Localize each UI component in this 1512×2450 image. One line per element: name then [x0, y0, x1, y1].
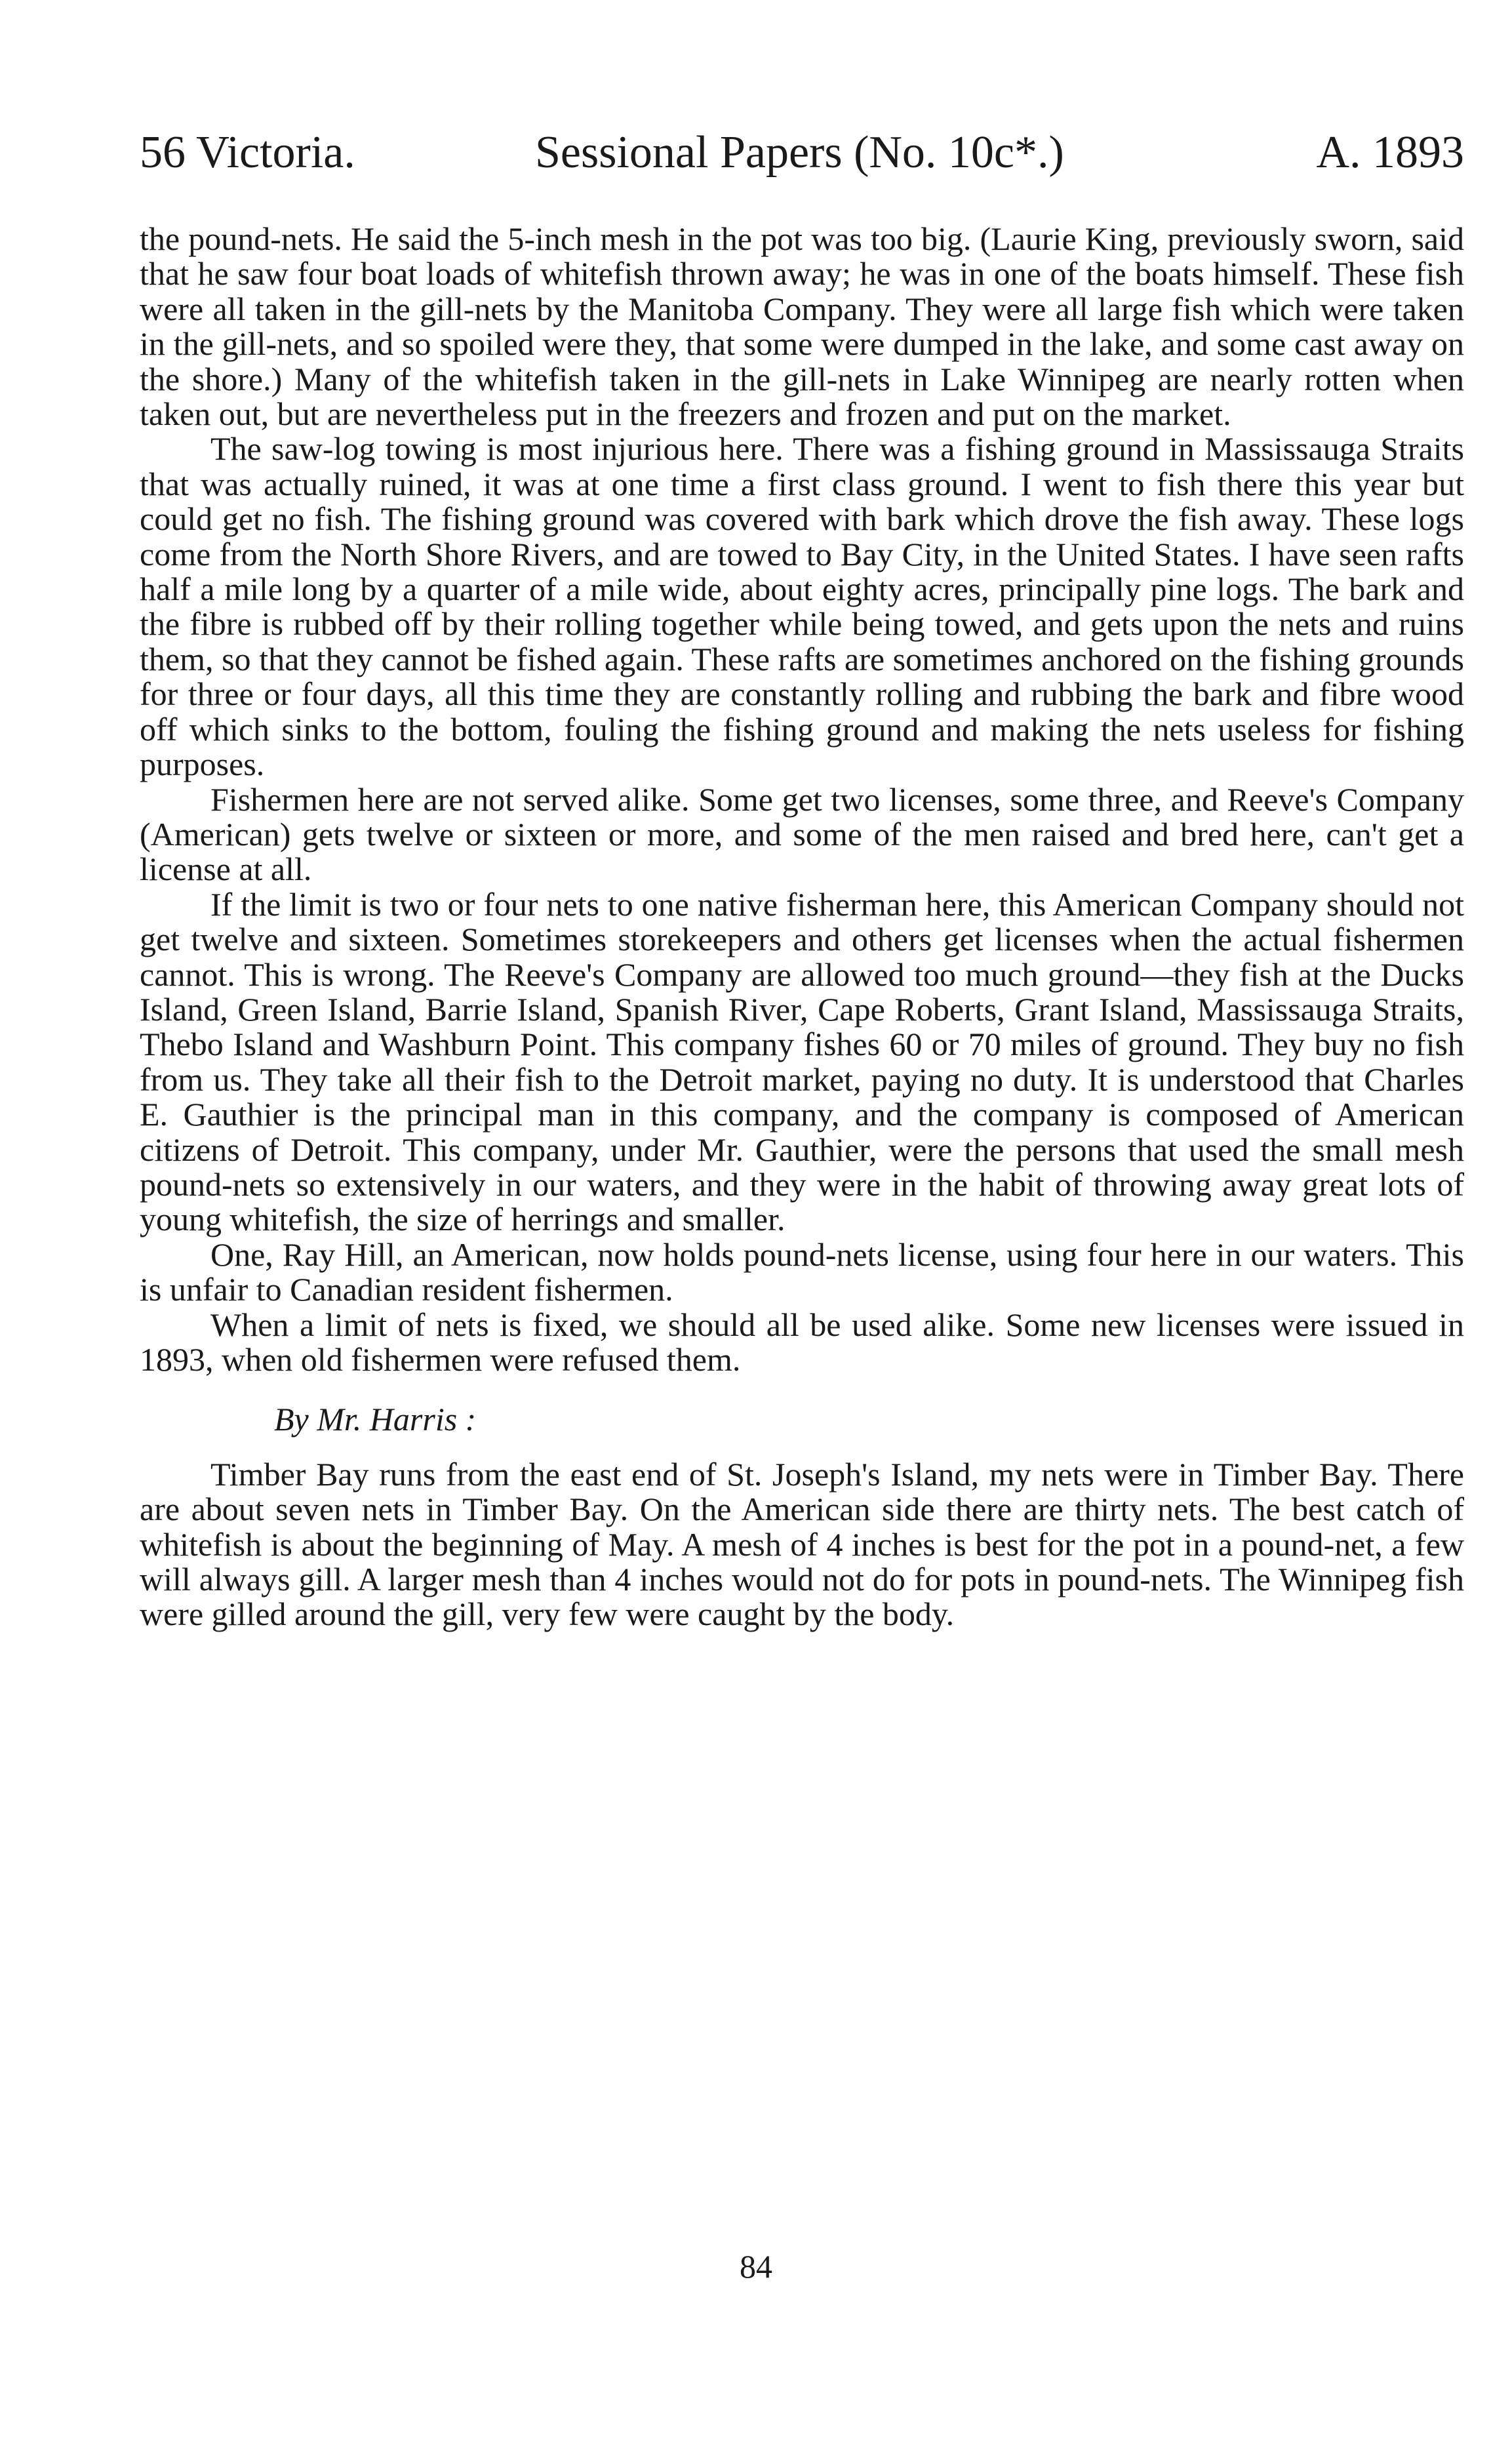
header-session: 56 Victoria. [140, 127, 355, 178]
body-text [140, 222, 1464, 1632]
header-title: Sessional Papers (No. 10c*.) [535, 127, 1064, 178]
paragraph-net-limit: If the limit is two or four nets to one native fisherman here, this American Company should not get twelve and sixteen. Sometimes storekeepers and others get licenses when the actual fishermen cannot. This is wrong. The Reeve's Company are allowed too much ground—they fish at the Ducks Island, Green Island, Barrie Island, Spanish River, Cape Roberts, Grant Island, Massissauga Straits, Thebo Island and Washburn Point. This company fishes 60 or 70 miles of ground. They buy no fish from us. They take all their fish to the Detroit market, paying no duty. It is understood that Charles E. Gauthier is the principal man in this company, and the company is composed of American citizens of Detroit. This company, under Mr. Gauthier, were the persons that used the small mesh pound-nets so extensively in our waters, and they were in the habit of throwing away great lots of young whitefish, the size of herrings and smaller. [140, 885, 1464, 1238]
paragraph-ray-hill: One, Ray Hill, an American, now holds pound-nets license, using four here in our waters. This is unfair to Canadian resident fishermen. [140, 1235, 1464, 1308]
header-year: A. 1893 [1316, 127, 1464, 178]
paragraph-continued: the pound-nets. He said the 5-inch mesh in the pot was too big. (Laurie King, previously sworn, said that he saw four boat loads of whitefish thrown away; he was in one of the boats himself. These fish were all taken in the gill-nets by the Manitoba Company. They were all large fish which were taken in the gill-nets, and so spoiled were they, that some were dumped in the lake, and some cast away on the shore.) Many of the whitefish taken in the gill-nets in Lake Winnipeg are nearly rotten when taken out, but are nevertheless put in the freezers and frozen and put on the market. [140, 220, 1464, 433]
running-header [140, 123, 1464, 182]
paragraph-saw-log-towing: The saw-log towing is most injurious here. There was a fishing ground in Massissauga Straits that was actually ruined, it was at one time a first class ground. I went to fish there this year but could get no fish. The fishing ground was covered with bark which drove the fish away. These logs come from the North Shore Rivers, and are towed to Bay City, in the United States. I have seen rafts half a mile long by a quarter of a mile wide, about eighty acres, principally pine logs. The bark and the fibre is rubbed off by their rolling together while being towed, and gets upon the nets and ruins them, so that they cannot be fished again. These rafts are sometimes anchored on the fishing grounds for three or four days, all this time they are constantly rolling and rubbing the bark and fibre wood off which sinks to the bottom, fouling the fishing ground and making the nets useless for fishing purposes. [140, 430, 1464, 783]
speaker-heading: By Mr. Harris : [274, 1401, 477, 1438]
paragraph-new-licenses: When a limit of nets is fixed, we should all be used alike. Some new licenses were issued in 1893, when old fishermen were refused them. [140, 1306, 1464, 1378]
page-number: 84 [740, 2248, 772, 2285]
paragraph-timber-bay: Timber Bay runs from the east end of St. Joseph's Island, my nets were in Timber Bay. There are about seven nets in Timber Bay. On the American side there are thirty nets. The best catch of whitefish is about the beginning of May. A mesh of 4 inches is best for the pot in a pound-net, a few will always gill. A larger mesh than 4 inches would not do for pots in pound-nets. The Winnipeg fish were gilled around the gill, very few were caught by the body. [140, 1455, 1464, 1633]
paragraph-fishermen-licenses: Fishermen here are not served alike. Some get two licenses, some three, and Reeve's Company (American) gets twelve or sixteen or more, and some of the men raised and bred here, can't get a license at all. [140, 780, 1464, 888]
